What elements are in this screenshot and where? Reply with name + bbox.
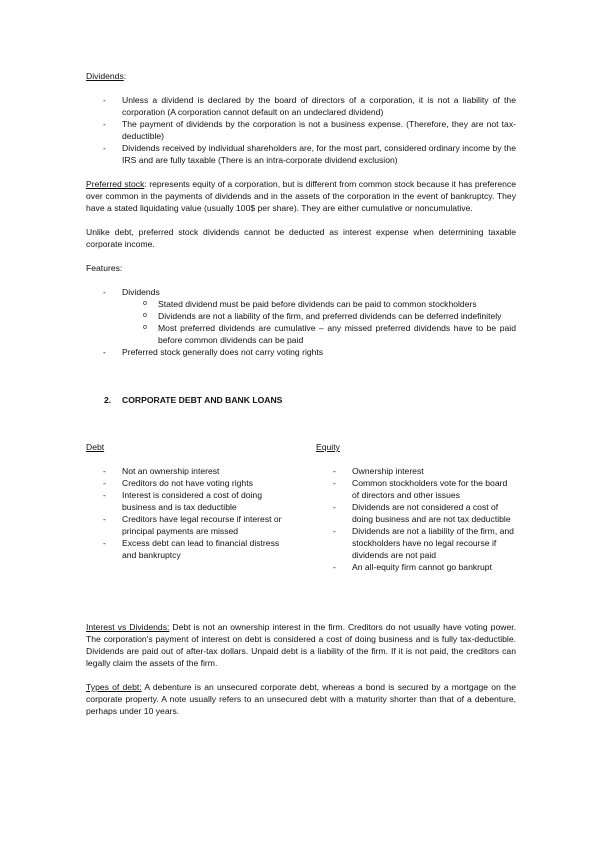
list-item: - Preferred stock generally does not carry voting rights (86, 346, 516, 358)
list-item: - Not an ownership interest (86, 465, 286, 477)
list-item: - Excess debt can lead to financial distress and bankruptcy (86, 537, 286, 561)
debt-heading: Debt (86, 442, 105, 452)
features-label: Features: (86, 263, 123, 273)
list-item: - An all-equity firm cannot go bankrupt (316, 561, 516, 573)
section-heading: 2. CORPORATE DEBT AND BANK LOANS (104, 395, 283, 405)
list-item: - Interest is considered a cost of doing business and is tax deductible (86, 489, 286, 513)
list-item: - Ownership interest (316, 465, 516, 477)
debt-equity-comparison (86, 441, 516, 591)
dividends-list (86, 94, 516, 166)
list-item: - Creditors have legal recourse if interest or principal payments are missed (86, 513, 286, 537)
list-item: - Unless a dividend is declared by the board of directors of a corporation, it is not a liability of the corporation (A corporation cannot default on an undeclared dividend) (86, 94, 516, 118)
unlike-debt-paragraph: Unlike debt, preferred stock dividends cannot be deducted as interest expense when determining taxable corporate income. (86, 227, 516, 249)
dividends-heading: Dividends: (86, 71, 127, 81)
features-list-2 (86, 346, 516, 358)
list-item: o Stated dividend must be paid before dividends can be paid to common stockholders (86, 298, 516, 310)
list-item: - Dividends are not considered a cost of doing business and are not tax deductible (316, 501, 516, 525)
features-sublist (86, 298, 516, 346)
preferred-stock-paragraph: Preferred stock: represents equity of a corporation, but is different from common stock because it has preference over common in the payments of dividends and in the assets of the corporation in the event of bankruptcy. They have a stated liquidating value (usually 100$ per share). They are either cumulative or noncumulative. (86, 179, 516, 213)
equity-list (316, 465, 516, 573)
equity-heading: Equity (316, 442, 340, 452)
list-item: - Dividends (86, 286, 516, 298)
debt-column (86, 441, 286, 561)
list-item: - Common stockholders vote for the board of directors and other issues (316, 477, 516, 501)
features-list (86, 286, 516, 298)
interest-vs-dividends-paragraph: Interest vs Dividends: Debt is not an ownership interest in the firm. Creditors do not usually have voting power. The corporation's payment of interest on debt is considered a cost of doing business and is fully tax-deductible. Dividends are paid out of after-tax dollars. Unpaid debt is a liability of the firm. If it is not paid, the creditors can legally claim the assets of the firm. (86, 622, 517, 668)
list-item: o Dividends are not a liability of the firm, and preferred dividends can be deferred indefinitely (86, 310, 516, 322)
list-item: - Creditors do not have voting rights (86, 477, 286, 489)
types-of-debt-paragraph: Types of debt: A debenture is an unsecured corporate debt, whereas a bond is secured by a mortgage on the corporate property. A note usually refers to an unsecured debt with a maturity shorter than that of a debenture, perhaps under 10 years. (86, 682, 516, 716)
list-item: - The payment of dividends by the corporation is not a business expense. (Therefore, they are not tax-deductible) (86, 118, 516, 142)
equity-column (316, 441, 516, 573)
list-item: o Most preferred dividends are cumulative – any missed preferred dividends have to be paid before common dividends can be paid (86, 322, 516, 346)
list-item: - Dividends are not a liability of the firm, and stockholders have no legal recourse if dividends are not paid (316, 525, 516, 561)
list-item: - Dividends received by individual shareholders are, for the most part, considered ordinary income by the IRS and are fully taxable (There is an intra-corporate dividend exclusion) (86, 142, 516, 166)
debt-list (86, 465, 286, 561)
document-page (86, 70, 516, 717)
